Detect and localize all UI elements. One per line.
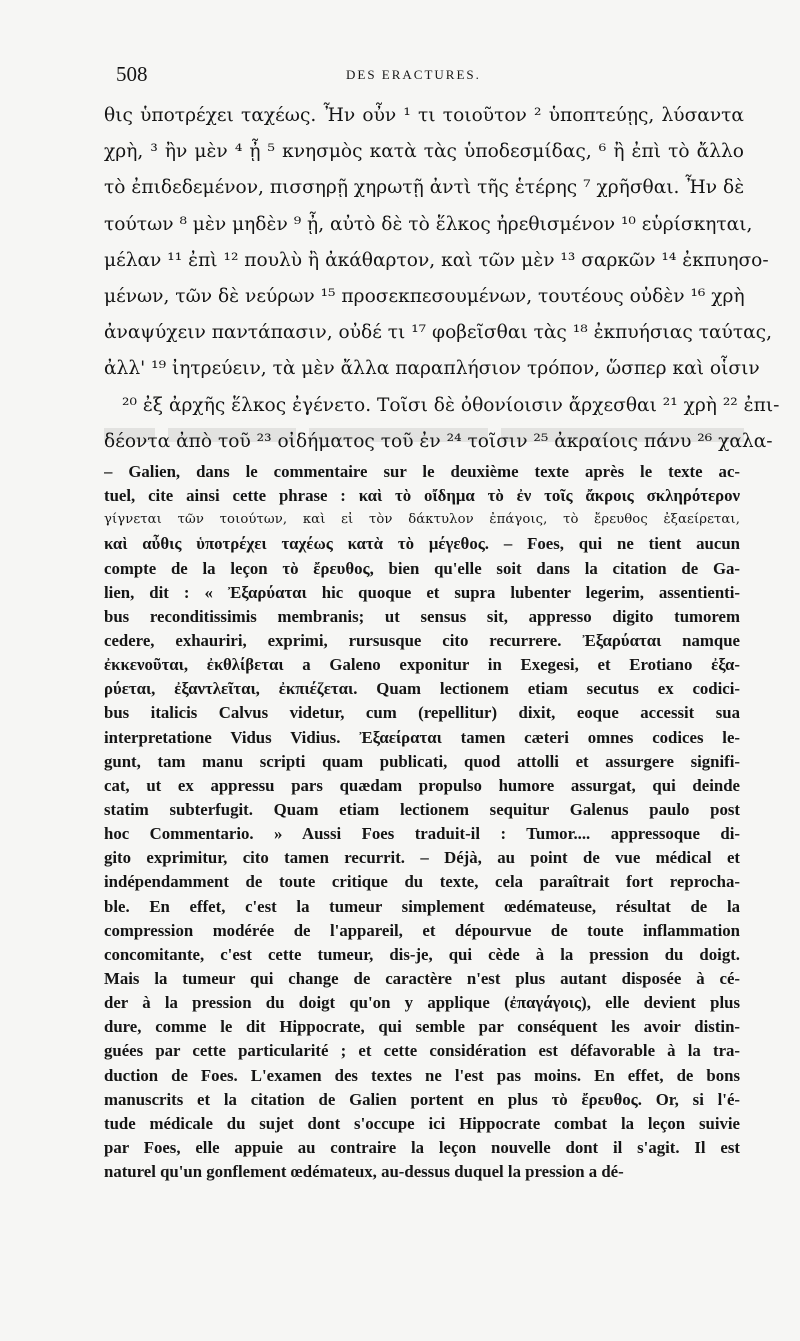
note-line: hoc Commentario. » Aussi Foes traduit-il : Tumor.... appressoque di- bbox=[104, 824, 740, 844]
note-line: bus reconditissimis membranis; ut sensus sit, appresso digito tumorem bbox=[104, 606, 740, 626]
greek-text-line: τούτων ⁸ μὲν μηδὲν ⁹ ᾖ, αὐτὸ δὲ τὸ ἕλκος ἠρεθισμένον ¹⁰ εὑρίσκηται, bbox=[104, 213, 753, 235]
note-line: compte de la leçon τὸ ἔρευθος, bien qu'elle soit dans la citation de Ga- bbox=[104, 558, 740, 578]
greek-text-line: τὸ ἐπιδεδεμένον, πισσηρῇ χηρωτῇ ἀντὶ τῆς ἑτέρης ⁷ χρῆσθαι. Ἦν δὲ bbox=[104, 177, 745, 199]
greek-text-line: μέλαν ¹¹ ἐπὶ ¹² πουλὺ ἢ ἀκάθαρτον, καὶ τῶν μὲν ¹³ σαρκῶν ¹⁴ ἐκπυησο- bbox=[104, 249, 769, 271]
note-line: ble. En effet, c'est la tumeur simplement œdémateuse, résultat de la bbox=[104, 896, 740, 916]
note-line: concomitante, c'est cette tumeur, dis-je, qui cède à la pression du doigt. bbox=[104, 944, 740, 964]
note-line: par Foes, elle appuie au contraire la leçon nouvelle dont il s'agit. Il est bbox=[104, 1137, 740, 1157]
greek-text-line: χρὴ, ³ ἢν μὲν ⁴ ᾖ ⁵ κνησμὸς κατὰ τὰς ὑποδεσμίδας, ⁶ ἢ ἐπὶ τὸ ἄλλο bbox=[104, 141, 744, 163]
note-line: manuscrits et la citation de Galien portent en plus τὸ ἔρευθος. Or, si l'é- bbox=[104, 1089, 740, 1109]
note-line: indépendamment de toute critique du texte, cela paraîtrait fort reprocha- bbox=[104, 872, 740, 892]
running-head bbox=[0, 62, 800, 88]
note-line: bus italicis Calvus videtur, cum (repellitur) dixit, eoque accessit sua bbox=[104, 703, 740, 723]
note-line: naturel qu'un gonflement œdémateux, au-dessus duquel la pression a dé- bbox=[104, 1162, 624, 1182]
note-line: dure, comme le dit Hippocrate, qui semble par conséquent les avoir distin- bbox=[104, 1017, 740, 1037]
greek-text-line: ἀναψύχειν παντάπασιν, οὐδέ τι ¹⁷ φοβεῖσθαι τὰς ¹⁸ ἐκπυήσιας ταύτας, bbox=[104, 322, 773, 344]
greek-text-line: ²⁰ ἐξ ἀρχῆς ἕλκος ἐγένετο. Τοῖσι δὲ ὀθονίοισιν ἄρχεσθαι ²¹ χρὴ ²² ἐπι- bbox=[122, 394, 780, 416]
bleed-through-shadow bbox=[104, 428, 744, 442]
greek-text-line: ἀλλ' ¹⁹ ἰητρεύειν, τὰ μὲν ἄλλα παραπλήσιον τρόπον, ὥσπερ καὶ οἷσιν bbox=[104, 358, 760, 380]
note-line: statim subterfugit. Quam etiam lectionem sequitur Galenus paulo post bbox=[104, 799, 740, 819]
note-line: gito exprimitur, cito tamen recurrit. – Déjà, au point de vue médical et bbox=[104, 848, 740, 868]
page-number: 508 bbox=[116, 62, 148, 86]
note-line: ρύεται, ἐξαντλεῖται, ἐκπιέζεται. Quam lectionem etiam secutus ex codici- bbox=[104, 679, 740, 699]
greek-text-line: θις ὑποτρέχει ταχέως. Ἦν οὖν ¹ τι τοιοῦτον ² ὑποπτεύῃς, λύσαντα bbox=[104, 105, 744, 126]
note-line: cat, ut ex appressu pars quædam propulso humore assurgat, qui deinde bbox=[104, 775, 740, 795]
note-line: – Galien, dans le commentaire sur le deuxième texte après le texte ac- bbox=[104, 462, 740, 481]
greek-text-line: μένων, τῶν δὲ νεύρων ¹⁵ προσεκπεσουμένων, τουτέους οὐδὲν ¹⁶ χρὴ bbox=[104, 285, 745, 307]
note-line: lien, dit : « Ἐξαρύαται hic quoque et supra lubenter legerim, assentienti- bbox=[104, 582, 740, 602]
note-line: γίγνεται τῶν τοιούτων, καὶ εἰ τὸν δάκτυλον ἐπάγοις, τὸ ἔρευθος ἐξαείρεται, bbox=[104, 512, 740, 528]
commentary-notes bbox=[104, 460, 740, 1184]
note-line: guées par cette particularité ; et cette considération est défavorable à la tra- bbox=[104, 1041, 740, 1061]
note-line: καὶ αὖθις ὑποτρέχει ταχέως κατὰ τὸ μέγεθος. – Foes, qui ne tient aucun bbox=[104, 534, 740, 554]
note-line: der à la pression du doigt qu'on y applique (ἐπαγάγοις), elle devient plus bbox=[104, 993, 740, 1013]
note-line: duction de Foes. L'examen des textes ne l'est pas moins. En effet, de bons bbox=[104, 1065, 740, 1085]
note-line: ἐκκενοῦται, ἐκθλίβεται a Galeno exponitur in Exegesi, et Erotiano ἐξα- bbox=[104, 655, 740, 675]
running-title: DES ERACTURES. bbox=[346, 67, 481, 82]
note-line: interpretatione Vidus Vidius. Ἐξαείραται tamen cæteri omnes codices le- bbox=[104, 727, 740, 747]
note-line: gunt, tam manu scripti quam publicati, quod attolli et assurgere signifi- bbox=[104, 751, 740, 771]
greek-text-line: δέοντα ἀπὸ τοῦ ²³ οἰδήματος τοῦ ἐν ²⁴ τοῖσιν ²⁵ ἀκραίοις πάνυ ²⁶ χαλα- bbox=[104, 430, 773, 452]
note-line: Mais la tumeur qui change de caractère n'est plus autant disposée à cé- bbox=[104, 968, 740, 988]
greek-main-text bbox=[104, 98, 780, 460]
note-line: compression modérée de l'appareil, et dépourvue de toute inflammation bbox=[104, 920, 740, 940]
note-line: tuel, cite ainsi cette phrase : καὶ τὸ οἴδημα τὸ ἐν τοῖς ἄκροις σκληρότερον bbox=[104, 486, 740, 506]
note-line: tude médicale du sujet dont s'occupe ici Hippocrate combat la leçon suivie bbox=[104, 1113, 740, 1133]
note-line: cedere, exhauriri, exprimi, rursusque cito recurrere. Ἐξαρύαται namque bbox=[104, 630, 740, 650]
